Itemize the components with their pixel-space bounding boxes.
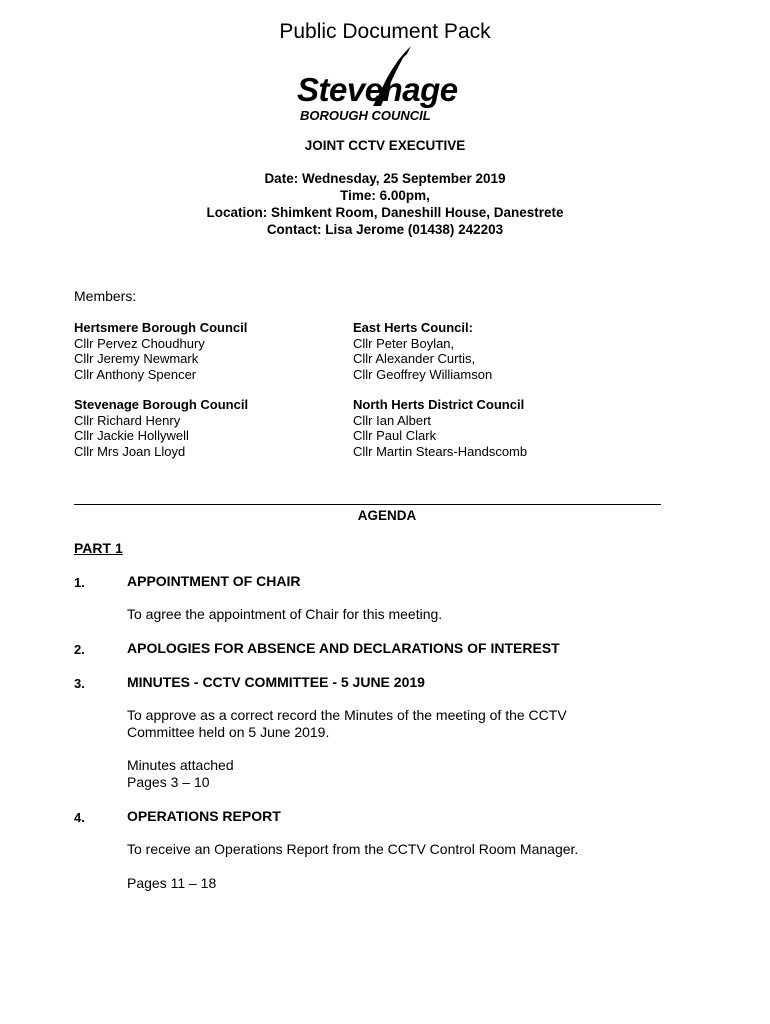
member-name: Cllr Anthony Spencer: [74, 366, 197, 382]
item-pages: Pages 3 – 10: [127, 774, 210, 790]
agenda-heading: AGENDA: [357, 508, 417, 523]
item-number: 4.: [74, 810, 85, 825]
member-name: Cllr Ian Albert: [353, 412, 432, 428]
member-name: Cllr Mrs Joan Lloyd: [74, 443, 186, 459]
item-number: 1.: [74, 575, 85, 590]
item-description: To agree the appointment of Chair for this meeting.: [127, 606, 443, 622]
member-group: [74, 320, 247, 382]
committee-title: JOINT CCTV EXECUTIVE: [304, 138, 466, 153]
meeting-time: Time: 6.00pm,: [340, 188, 430, 203]
item-title: MINUTES - CCTV COMMITTEE - 5 JUNE 2019: [127, 674, 425, 690]
member-name: Cllr Peter Boylan,: [353, 335, 455, 351]
member-name: Cllr Paul Clark: [353, 428, 437, 443]
council-logo: [285, 44, 485, 126]
logo-wordmark: Stevenage: [297, 71, 458, 108]
item-attachment-note: Minutes attached: [127, 757, 234, 773]
member-name: Cllr Pervez Choudhury: [74, 335, 205, 351]
member-name: Cllr Alexander Curtis,: [353, 351, 476, 366]
member-name: Cllr Jackie Hollywell: [74, 428, 189, 443]
member-name: Cllr Geoffrey Williamson: [353, 366, 493, 382]
group-title: Stevenage Borough Council: [74, 397, 249, 412]
item-pages: Pages 11 – 18: [127, 875, 217, 891]
item-description: To receive an Operations Report from the CCTV Control Room Manager.: [127, 841, 579, 857]
member-name: Cllr Richard Henry: [74, 412, 181, 428]
member-group: [74, 397, 248, 459]
part-heading: PART 1: [74, 540, 123, 556]
group-title: East Herts Council:: [353, 320, 473, 335]
member-group: [353, 397, 527, 459]
member-group: [353, 320, 492, 382]
item-number: 3.: [74, 676, 85, 691]
meeting-location: Location: Shimkent Room, Daneshill House, Danestrete: [206, 205, 564, 220]
item-title: APPOINTMENT OF CHAIR: [127, 573, 301, 589]
member-name: Cllr Martin Stears-Handscomb: [353, 443, 528, 459]
group-title: Hertsmere Borough Council: [74, 320, 248, 335]
divider: [74, 504, 661, 505]
item-description: To approve as a correct record the Minutes of the meeting of the CCTV: [127, 707, 567, 723]
item-number: 2.: [74, 642, 85, 657]
item-title: APOLOGIES FOR ABSENCE AND DECLARATIONS OF INTEREST: [127, 640, 560, 656]
member-name: Cllr Jeremy Newmark: [74, 351, 199, 366]
meeting-contact: Contact: Lisa Jerome (01438) 242203: [266, 222, 504, 237]
item-title: OPERATIONS REPORT: [127, 808, 281, 824]
logo-subtitle: BOROUGH COUNCIL: [300, 108, 431, 123]
item-description: Committee held on 5 June 2019.: [127, 724, 330, 740]
meeting-date: Date: Wednesday, 25 September 2019: [264, 171, 506, 186]
group-title: North Herts District Council: [353, 397, 525, 412]
members-label: Members:: [74, 288, 137, 304]
pack-title: Public Document Pack: [279, 20, 491, 43]
